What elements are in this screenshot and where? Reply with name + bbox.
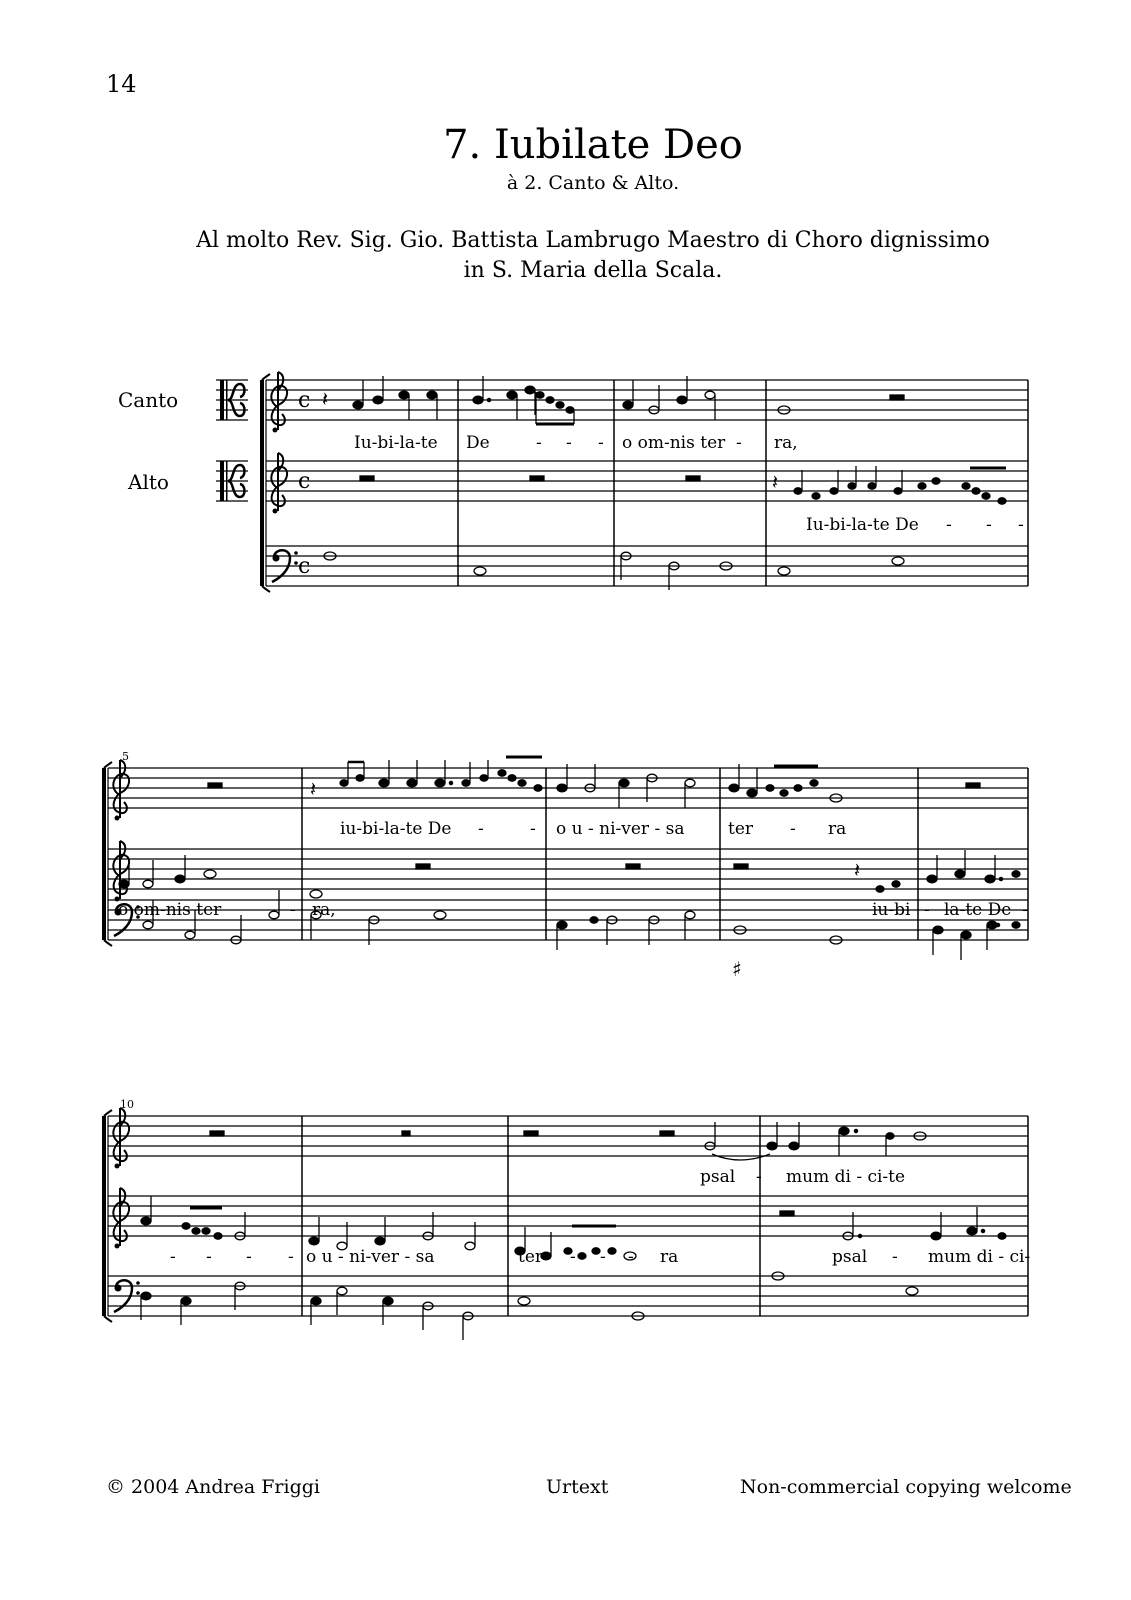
svg-text:c: c: [298, 469, 311, 494]
svg-text:-: -: [892, 1247, 898, 1267]
notes: [141, 1122, 1006, 1340]
svg-text:o om-nis ter: o om-nis ter: [622, 433, 726, 453]
notes: [322, 376, 1006, 590]
dedication-line-2: in S. Maria della Scala.: [463, 258, 723, 283]
svg-text:psal: psal: [700, 1167, 736, 1187]
page-number: 14: [106, 70, 137, 98]
system-2: [104, 750, 1028, 981]
svg-text:o om-nis ter: o om-nis ter: [118, 900, 222, 920]
svg-text:-: -: [536, 433, 542, 453]
svg-text:-: -: [1018, 515, 1024, 535]
svg-text:c: c: [298, 554, 311, 579]
staff-lines: [266, 380, 1028, 586]
staff-lines: [108, 1116, 1031, 1316]
barlines: [458, 380, 1028, 586]
svg-text:-: -: [478, 819, 484, 839]
svg-text:-: -: [598, 433, 604, 453]
svg-text:ra: ra: [828, 819, 847, 839]
system-bracket: [262, 374, 270, 592]
svg-text:-: -: [570, 1247, 576, 1267]
svg-text:iu-bi-la-te De: iu-bi-la-te De: [340, 819, 452, 839]
svg-text:ter: ter: [728, 819, 754, 839]
svg-text:o u - ni-ver - sa: o u - ni-ver - sa: [556, 819, 685, 839]
svg-text:mum di - ci-te: mum di - ci-te: [786, 1167, 906, 1187]
svg-text:-: -: [290, 900, 296, 920]
svg-text:-: -: [736, 433, 742, 453]
barlines: [302, 768, 1028, 940]
incipit-clefs: [216, 380, 248, 501]
svg-text:𝄽: 𝄽: [854, 858, 861, 882]
svg-text:-: -: [986, 515, 992, 535]
svg-text:-: -: [530, 819, 536, 839]
canto-lyrics: [354, 433, 798, 453]
svg-text:ra,: ra,: [774, 433, 798, 453]
svg-text:o u - ni-ver - sa: o u - ni-ver - sa: [306, 1247, 435, 1267]
clefs: [271, 372, 297, 582]
alto-lyrics: [806, 515, 1024, 535]
svg-text:-: -: [756, 1167, 762, 1187]
canto-lyrics: [340, 819, 846, 839]
svg-text:Iu-bi-la-te: Iu-bi-la-te: [354, 433, 438, 453]
piece-title: 7. Iubilate Deo: [443, 122, 743, 168]
measure-number: 10: [120, 1098, 134, 1111]
svg-text:Iu-bi-la-te De: Iu-bi-la-te De: [806, 515, 919, 535]
canto-lyrics: [700, 1167, 905, 1187]
svg-text:ra,: ra,: [312, 900, 336, 920]
svg-text:c: c: [298, 388, 311, 413]
svg-text:-: -: [1022, 900, 1028, 920]
part-label-alto: Alto: [128, 470, 169, 494]
svg-text:𝄽: 𝄽: [322, 387, 329, 411]
svg-text:psal: psal: [832, 1247, 868, 1267]
svg-text:ter: ter: [518, 1247, 544, 1267]
svg-text:-: -: [246, 1247, 252, 1267]
svg-text:-: -: [628, 1247, 634, 1267]
svg-text:la-te De: la-te De: [944, 900, 1012, 920]
footer-copyright: © 2004 Andrea Friggi: [106, 1476, 320, 1498]
svg-text:-: -: [206, 1247, 212, 1267]
svg-text:ra: ra: [660, 1247, 679, 1267]
clefs: [113, 1108, 139, 1312]
alto-lyrics: [170, 1247, 1030, 1267]
part-label-canto: Canto: [118, 388, 179, 412]
svg-text:iu-bi: iu-bi: [872, 900, 911, 920]
svg-text:-: -: [288, 1247, 294, 1267]
svg-text:-: -: [600, 1247, 606, 1267]
svg-text:-: -: [170, 1247, 176, 1267]
system-bracket: [104, 762, 112, 946]
svg-text:De: De: [466, 433, 490, 453]
svg-text:-: -: [566, 433, 572, 453]
svg-text:-: -: [924, 900, 930, 920]
svg-text:𝄽: 𝄽: [310, 777, 317, 801]
svg-text:mum di - ci-: mum di - ci-: [928, 1247, 1031, 1267]
piece-subtitle: à 2. Canto & Alto.: [506, 172, 680, 194]
footer-copying-note: Non-commercial copying welcome: [740, 1476, 1072, 1498]
svg-text:-: -: [946, 515, 952, 535]
figured-bass-sharp: ♯: [732, 957, 742, 981]
measure-number: 5: [122, 750, 129, 763]
dedication-line-1: Al molto Rev. Sig. Gio. Battista Lambrugo Maestro di Choro dignissimo: [196, 228, 990, 253]
svg-text:-: -: [790, 819, 796, 839]
svg-text:𝄽: 𝄽: [772, 470, 779, 494]
system-1: [216, 372, 1028, 592]
footer-urtext: Urtext: [546, 1476, 609, 1498]
system-3: [104, 1098, 1030, 1340]
time-signatures: [298, 388, 310, 579]
